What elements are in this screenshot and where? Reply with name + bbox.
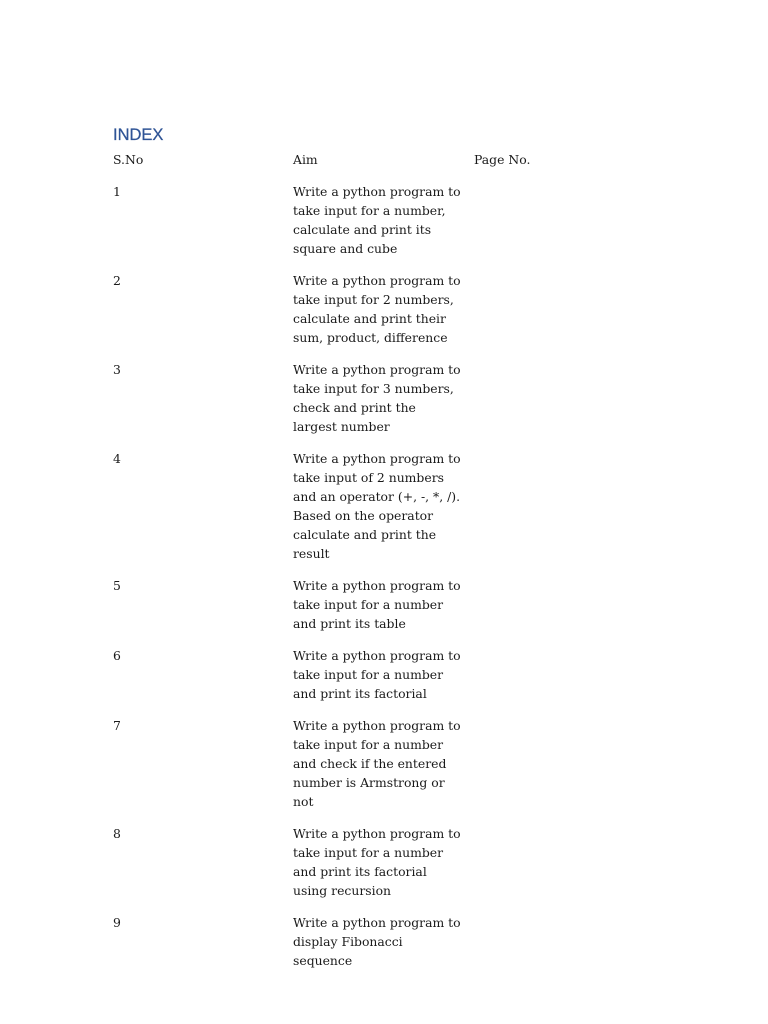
row-aim: Write a python program to take input for a number, calculate and print its square and cube [293,184,461,256]
index-row [113,576,553,633]
index-row [113,449,553,563]
header-page-no: Page No. [474,152,531,167]
index-row [113,716,553,811]
header-aim: Aim [293,152,318,167]
row-sno: 1 [113,184,121,199]
row-aim: Write a python program to take input for a number and print its factorial using recursion [293,826,461,898]
row-aim: Write a python program to display Fibonacci sequence [293,915,461,968]
index-table [113,150,553,983]
row-sno: 5 [113,578,121,593]
row-sno: 4 [113,451,121,466]
index-row [113,182,553,258]
row-sno: 8 [113,826,121,841]
index-row [113,360,553,436]
row-sno: 7 [113,718,121,733]
index-row [113,271,553,347]
row-sno: 2 [113,273,121,288]
row-aim: Write a python program to take input for 2 numbers, calculate and print their sum, product, difference [293,273,461,345]
row-aim: Write a python program to take input of 2 numbers and an operator (+, -, *, /). Based on the operator calculate and print the result [293,451,461,561]
index-row [113,824,553,900]
index-title: INDEX [113,126,164,144]
index-row [113,913,553,970]
row-aim: Write a python program to take input for a number and print its table [293,578,461,631]
row-sno: 3 [113,362,121,377]
row-sno: 6 [113,648,121,663]
row-aim: Write a python program to take input for 3 numbers, check and print the largest number [293,362,461,434]
row-sno: 9 [113,915,121,930]
index-row [113,646,553,703]
index-header-row [113,150,553,169]
header-sno: S.No [113,152,144,167]
row-aim: Write a python program to take input for a number and print its factorial [293,648,461,701]
row-aim: Write a python program to take input for a number and check if the entered number is Armstrong or not [293,718,461,809]
